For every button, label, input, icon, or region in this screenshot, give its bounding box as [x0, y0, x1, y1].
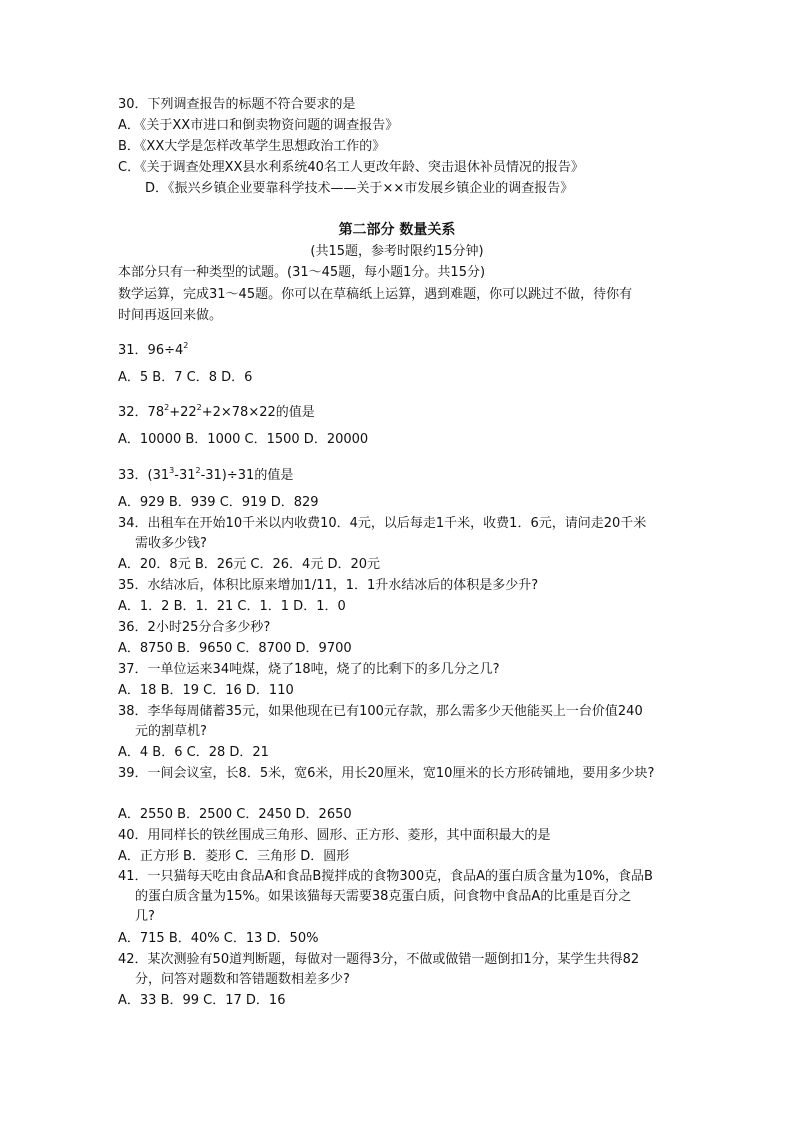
- q41-line-1: 41．一只猫每天吃由食品A和食品B搅拌成的食物300克，食品A的蛋白质含量为10%，食品B: [118, 869, 653, 884]
- q31-options: A．5 B．7 C．8 D．6: [118, 370, 253, 385]
- q32-stem: 32．$78^2+22^2+2\times 78\times 22$的值是: [118, 403, 315, 420]
- q31-stem: 31．$96\div 4^2$: [118, 341, 189, 358]
- q42-line-1: 42．某次测验有50道判断题，每做对一题得3分，不做或做错一题倒扣1分，某学生共得82: [118, 952, 640, 967]
- q35-options: A．1．2 B．1．21 C．1．1 D．1．0: [118, 599, 346, 614]
- q42-line-2: 分，问答对题数和答错题数相差多少?: [135, 972, 350, 987]
- section-intro-1: 本部分只有一种类型的试题。(31～45题，每小题1分。共15分): [118, 265, 486, 280]
- q30-option-b: B．《XX大学是怎样改革学生思想政治工作的》: [118, 139, 386, 154]
- q42-options: A．33 B．99 C．17 D．16: [118, 993, 286, 1008]
- q32-options: A．10000 B．1000 C．1500 D．20000: [118, 432, 369, 447]
- q40-line-1: 40．用同样长的铁丝围成三角形、圆形、正方形、菱形，其中面积最大的是: [118, 828, 551, 843]
- q37-options: A．18 B．19 C．16 D．110: [118, 683, 294, 698]
- q41-options: A．715 B．40% C．13 D．50%: [118, 931, 319, 946]
- q30-stem: 30．下列调查报告的标题不符合要求的是: [118, 97, 356, 112]
- q34-line-2: 需收多少钱?: [135, 536, 207, 551]
- q41-line-3: 几?: [135, 909, 155, 924]
- q39-options: A．2550 B．2500 C．2450 D．2650: [118, 807, 352, 822]
- q36-line-1: 36．2小时25分合多少秒?: [118, 620, 271, 635]
- q35-line-1: 35．水结冰后，体积比原来增加1/11，1．1升水结冰后的体积是多少升?: [118, 578, 539, 593]
- q39-line-1: 39．一间会议室，长8．5米，宽6米，用长20厘米，宽10厘米的长方形砖铺地，要用多少块?: [118, 766, 655, 781]
- q38-options: A．4 B．6 C．28 D．21: [118, 745, 269, 760]
- section-title: 第二部分 数量关系: [338, 222, 456, 238]
- q37-line-1: 37．一单位运来34吨煤，烧了18吨，烧了的比剩下的多几分之几?: [118, 662, 500, 677]
- section-intro-3: 时间再返回来做。: [118, 308, 223, 323]
- q38-line-2: 元的割草机?: [135, 724, 207, 739]
- q33-stem: 33．$(31^3-31^2-31)\div 31$的值是: [118, 466, 294, 483]
- q30-option-a: A．《关于XX市进口和倒卖物资问题的调查报告》: [118, 118, 399, 133]
- q30-option-c: C．《关于调查处理XX县水利系统40名工人更改年龄、突击退休补员情况的报告》: [118, 160, 584, 175]
- section-intro-2: 数学运算，完成31～45题。你可以在草稿纸上运算，遇到难题，你可以跳过不做，待你有: [118, 287, 633, 302]
- q36-options: A．8750 B．9650 C．8700 D．9700: [118, 641, 352, 656]
- q40-options: A．正方形 B．菱形 C．三角形 D．圆形: [118, 849, 350, 864]
- q38-line-1: 38．李华每周储蓄35元，如果他现在已有100元存款，那么需多少天他能买上一台价值240: [118, 704, 643, 719]
- section-subtitle: (共15题，参考时限约15分钟): [310, 244, 484, 259]
- q30-option-d: D．《振兴乡镇企业要靠科学技术——关于××市发展乡镇企业的调查报告》: [145, 181, 574, 196]
- q33-options: A．929 B．939 C．919 D．829: [118, 495, 319, 510]
- q34-line-1: 34．出租车在开始10千米以内收费10．4元，以后每走1千米，收费1．6元，请问走20千米: [118, 516, 647, 531]
- q34-options: A．20．8元 B．26元 C．26．4元 D．20元: [118, 557, 381, 572]
- q41-line-2: 的蛋白质含量为15%。如果该猫每天需要38克蛋白质，问食物中食品A的比重是百分之: [135, 889, 632, 904]
